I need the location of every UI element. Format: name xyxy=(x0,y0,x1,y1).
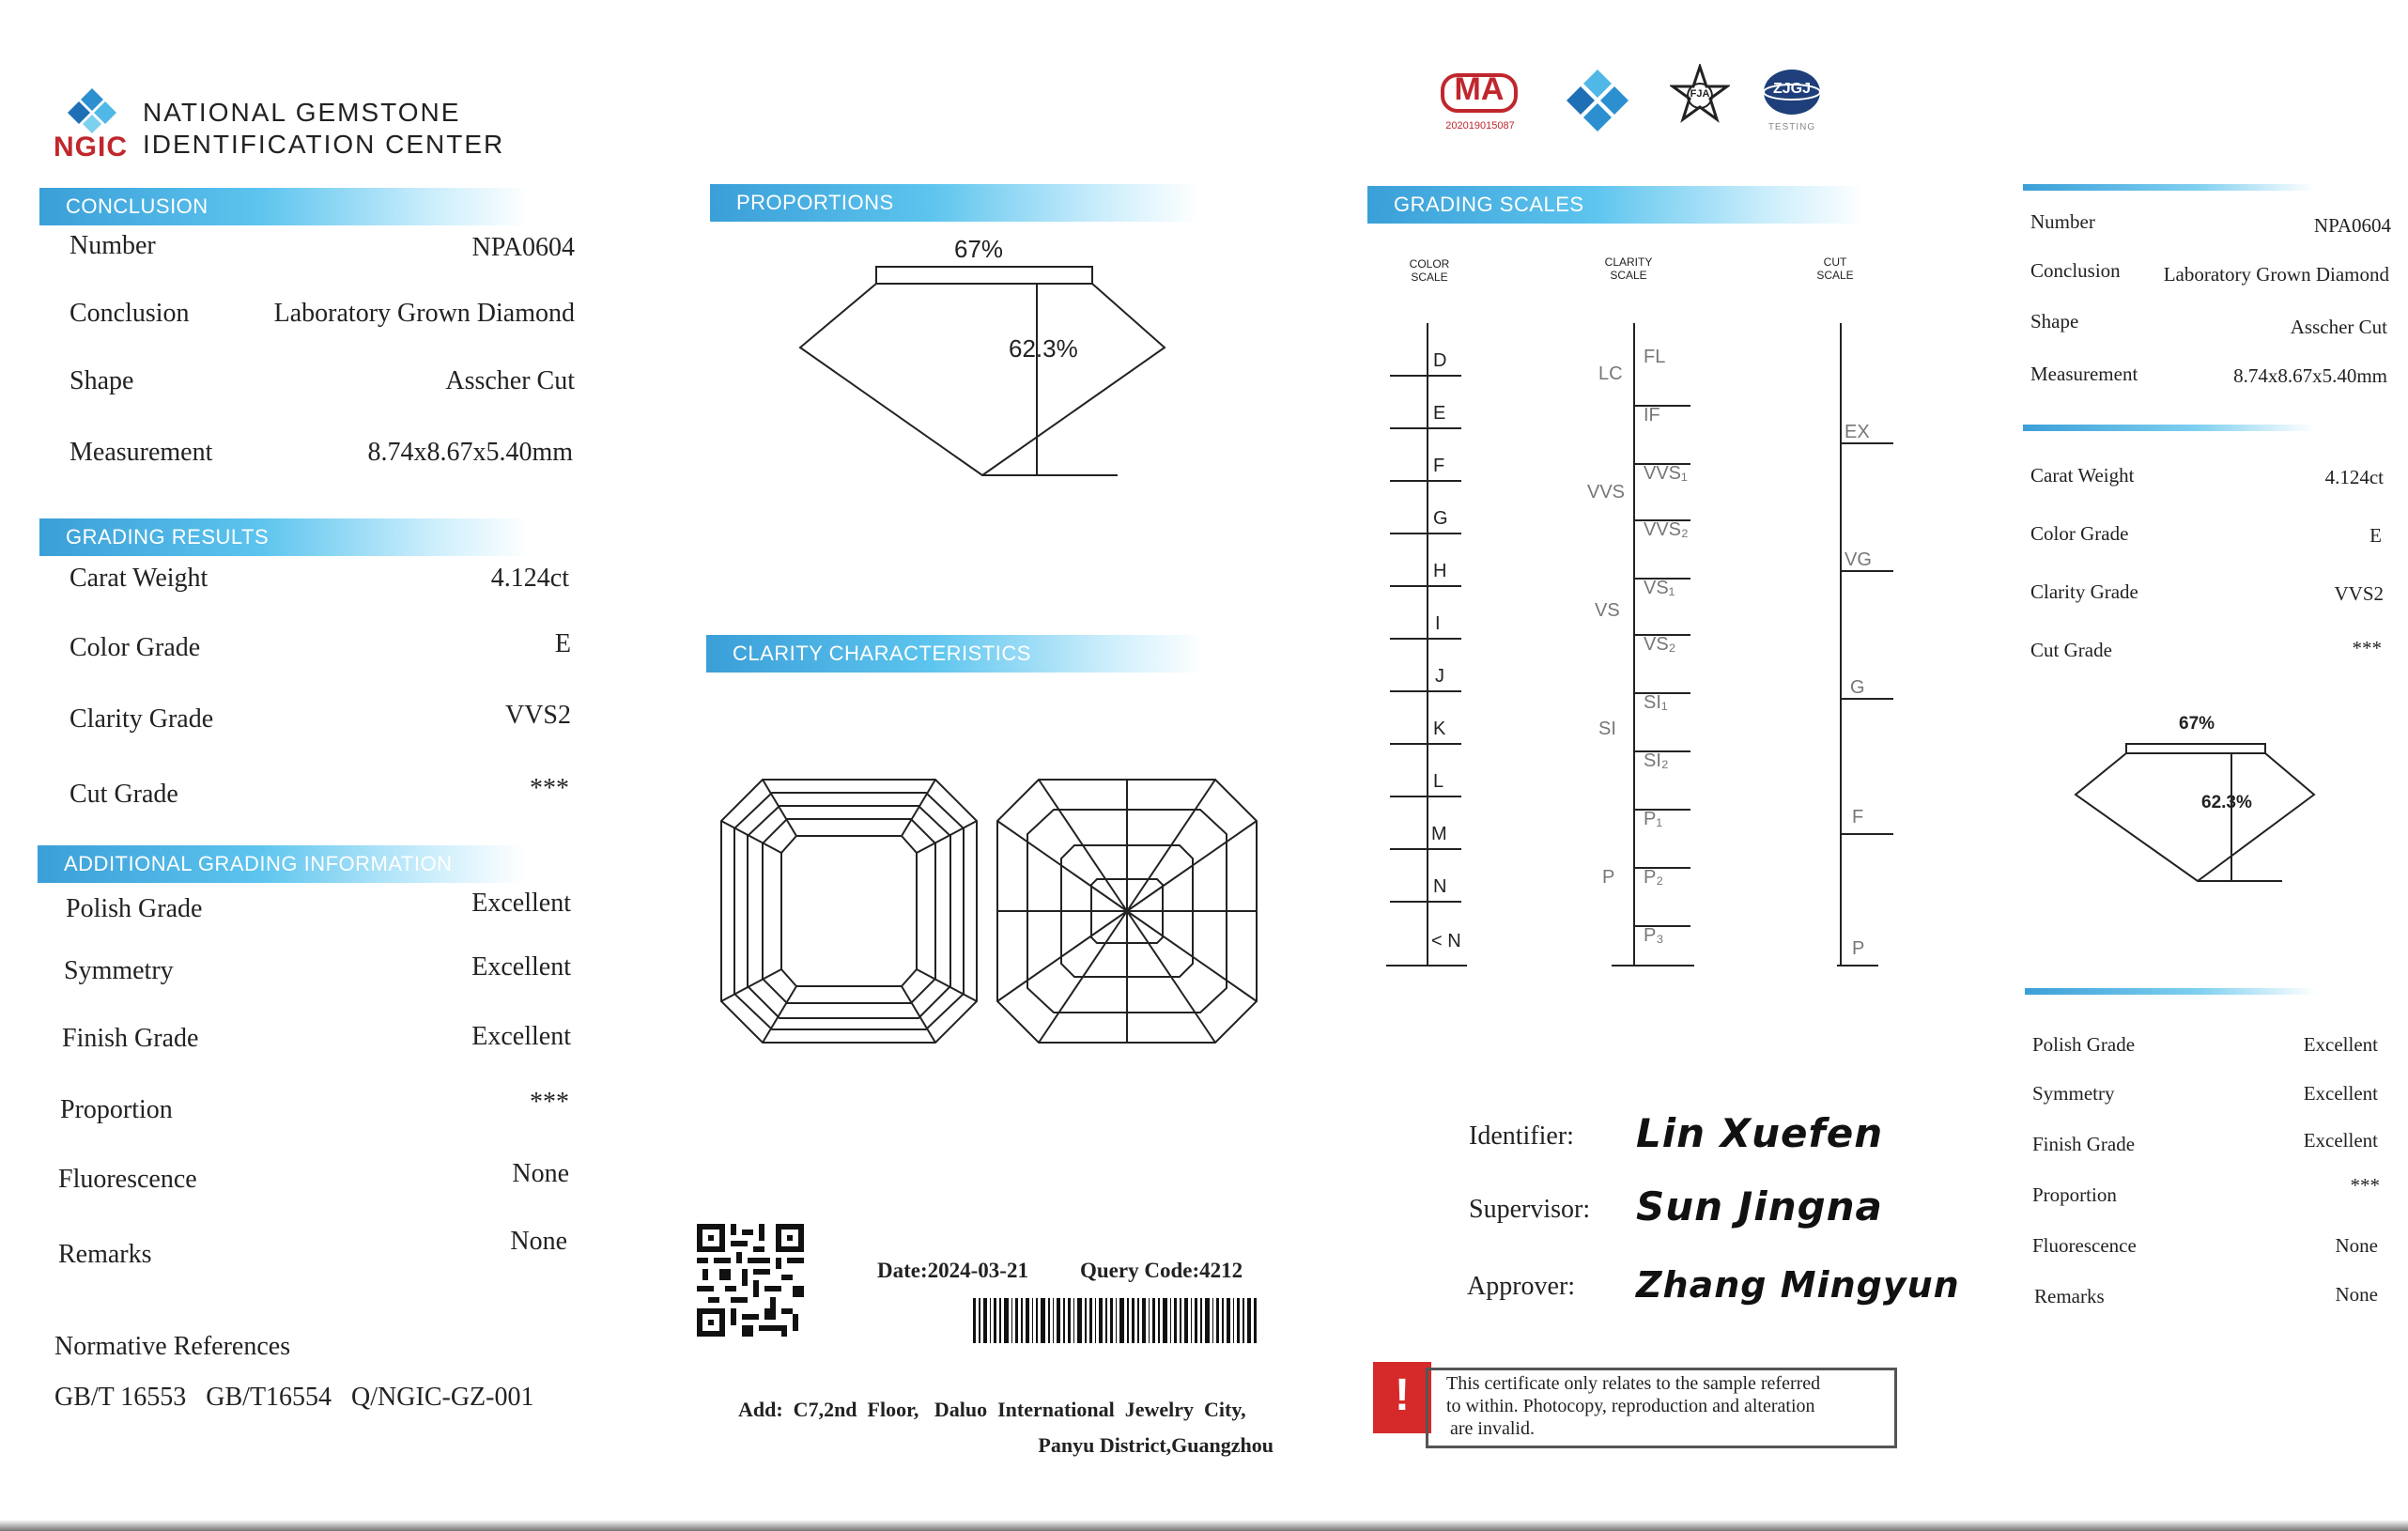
stub-number-value: NPA0604 xyxy=(2313,214,2391,237)
clarity-group-si: SI xyxy=(1598,719,1616,739)
grading-results-header: GRADING RESULTS xyxy=(39,518,528,556)
proportions-header: PROPORTIONS xyxy=(710,184,1198,222)
stub-shape-label: Shape xyxy=(2030,310,2079,332)
color-grade-n: N xyxy=(1433,876,1447,897)
depth-percentage: 62.3% xyxy=(1009,334,1078,363)
cut-grade-value: *** xyxy=(530,774,569,803)
address-line1: Add: C7,2nd Floor, Daluo International Jewelry City, xyxy=(738,1398,1246,1421)
conclusion-shape-value: Asscher Cut xyxy=(445,366,575,395)
supervisor-signature: Sun Jingna xyxy=(1636,1183,1883,1229)
clarity-group-lc: LC xyxy=(1598,363,1623,384)
clarity-grade-si1: SI₁ xyxy=(1644,692,1668,713)
color-grade-j: J xyxy=(1435,666,1444,687)
fluorescence-label: Fluorescence xyxy=(58,1165,197,1194)
cut-scale-heading-1: CUT xyxy=(1823,255,1847,269)
clarity-scale-heading-2: SCALE xyxy=(1610,269,1647,282)
clarity-grade-value: VVS2 xyxy=(504,701,571,730)
remarks-label: Remarks xyxy=(58,1240,152,1269)
stub-table-percentage: 67% xyxy=(2179,714,2215,734)
clarity-grade-vvs1: VVS₁ xyxy=(1644,463,1688,484)
stub-carat-value: 4.124ct xyxy=(2324,466,2384,488)
carat-weight-value: 4.124ct xyxy=(490,564,569,593)
clarity-scale-heading-1: CLARITY xyxy=(1604,255,1653,269)
stub-conclusion-label: Conclusion xyxy=(2030,259,2121,282)
identifier-signature: Lin Xuefen xyxy=(1636,1110,1884,1156)
clarity-grade-if: IF xyxy=(1644,405,1660,425)
stub-finish-value: Excellent xyxy=(2303,1129,2378,1152)
clarity-grade-p1: P₁ xyxy=(1644,809,1663,829)
conclusion-shape-label: Shape xyxy=(69,366,134,395)
stub-polish-value: Excellent xyxy=(2303,1033,2378,1056)
notice-line2: to within. Photocopy, reproduction and alteration xyxy=(1446,1396,1815,1416)
color-grade-e: E xyxy=(1433,403,1446,424)
stub-proportion-value: *** xyxy=(2350,1174,2380,1197)
stub-proportions-diagram xyxy=(2066,706,2329,894)
ma-number: 202019015087 xyxy=(1445,120,1515,131)
fja-label: FJA xyxy=(1690,88,1710,100)
stub-fluorescence-value: None xyxy=(2335,1234,2378,1257)
clarity-grade-fl: FL xyxy=(1644,347,1666,367)
color-scale-heading-2: SCALE xyxy=(1411,271,1448,284)
stub-polish-label: Polish Grade xyxy=(2032,1033,2136,1056)
grading-scales-header: GRADING SCALES xyxy=(1367,186,1865,224)
zjgj-label: ZJGJ xyxy=(1772,81,1811,97)
stub-measurement-label: Measurement xyxy=(2030,363,2138,385)
finish-grade-value: Excellent xyxy=(471,1022,571,1051)
color-grade-m: M xyxy=(1431,824,1447,844)
proportion-value: *** xyxy=(530,1088,569,1117)
stub-remarks-label: Remarks xyxy=(2034,1285,2105,1307)
stub-symmetry-value: Excellent xyxy=(2303,1082,2378,1105)
conclusion-measurement-value: 8.74x8.67x5.40mm xyxy=(367,438,573,467)
supervisor-label: Supervisor: xyxy=(1469,1195,1591,1224)
clarity-grade-p3: P₃ xyxy=(1644,925,1664,946)
clarity-scale xyxy=(1578,319,1700,977)
clarity-grade-p2: P₂ xyxy=(1644,867,1664,888)
symmetry-value: Excellent xyxy=(471,952,571,982)
clarity-grade-label: Clarity Grade xyxy=(69,704,214,734)
org-name-line2: IDENTIFICATION CENTER xyxy=(143,130,505,159)
color-grade-value: E xyxy=(554,629,571,658)
stub-remarks-value: None xyxy=(2335,1283,2378,1306)
clarity-group-vs: VS xyxy=(1595,600,1620,621)
color-grade-k: K xyxy=(1433,719,1446,739)
stub-number-label: Number xyxy=(2030,210,2095,233)
cut-grade-f: F xyxy=(1852,807,1864,827)
notice-line1: This certificate only relates to the sample referred xyxy=(1446,1373,1821,1394)
crown-view-diagram xyxy=(718,776,980,1048)
address-line2: Panyu District,Guangzhou xyxy=(1038,1433,1273,1457)
table-percentage: 67% xyxy=(954,235,1004,263)
clarity-characteristics-header: CLARITY CHARACTERISTICS xyxy=(706,635,1204,673)
color-grade-g: G xyxy=(1433,508,1448,529)
polish-grade-value: Excellent xyxy=(471,889,571,918)
stub-bar-1 xyxy=(2023,184,2314,191)
color-scale-heading-1: COLOR xyxy=(1409,257,1450,271)
stub-finish-label: Finish Grade xyxy=(2032,1133,2136,1155)
clarity-group-p: P xyxy=(1602,867,1615,888)
stub-clarity-label: Clarity Grade xyxy=(2030,580,2138,603)
qr-code xyxy=(697,1223,804,1338)
proportions-diagram xyxy=(780,225,1193,498)
clarity-grade-si2: SI₂ xyxy=(1644,750,1669,771)
stub-fluorescence-label: Fluorescence xyxy=(2032,1234,2137,1257)
approver-signature: Zhang Mingyun xyxy=(1636,1264,1960,1306)
cut-grade-p: P xyxy=(1852,938,1865,959)
conclusion-number-value: NPA0604 xyxy=(471,233,575,262)
stub-shape-value: Asscher Cut xyxy=(2290,316,2387,338)
fja-logo xyxy=(1670,64,1730,126)
color-grade-h: H xyxy=(1433,561,1447,581)
symmetry-label: Symmetry xyxy=(64,956,174,985)
clarity-grade-vs1: VS₁ xyxy=(1644,578,1675,598)
approver-label: Approver: xyxy=(1467,1272,1576,1301)
proportion-label: Proportion xyxy=(60,1095,173,1124)
clarity-group-vvs: VVS xyxy=(1587,482,1626,503)
stub-clarity-value: VVS2 xyxy=(2334,582,2384,605)
ma-accreditation-logo xyxy=(1437,70,1521,135)
color-scale xyxy=(1386,319,1490,977)
stub-conclusion-value: Laboratory Grown Diamond xyxy=(2163,263,2389,286)
cut-grade-label: Cut Grade xyxy=(69,780,178,809)
stub-cut-value: *** xyxy=(2352,637,2382,659)
conclusion-header: CONCLUSION xyxy=(39,188,528,225)
diamond-logo-icon xyxy=(1559,66,1636,131)
finish-grade-label: Finish Grade xyxy=(62,1024,199,1053)
conclusion-conclusion-value: Laboratory Grown Diamond xyxy=(273,299,575,328)
cut-scale xyxy=(1784,319,1897,977)
query-code: Query Code:4212 xyxy=(1080,1259,1243,1282)
testing-label: TESTING xyxy=(1767,122,1816,132)
page-bottom-edge xyxy=(0,1520,2408,1531)
color-grade-f: F xyxy=(1433,456,1445,476)
color-grade-d: D xyxy=(1433,350,1447,371)
stub-carat-label: Carat Weight xyxy=(2030,464,2135,487)
warning-icon: ! xyxy=(1395,1370,1410,1420)
org-name-line1: NATIONAL GEMSTONE xyxy=(143,98,461,127)
conclusion-conclusion-label: Conclusion xyxy=(69,299,190,328)
carat-weight-label: Carat Weight xyxy=(69,564,208,593)
clarity-grade-vs2: VS₂ xyxy=(1644,634,1676,655)
identifier-label: Identifier: xyxy=(1469,1121,1574,1151)
cut-scale-heading-2: SCALE xyxy=(1816,269,1854,282)
color-grade-label: Color Grade xyxy=(69,633,201,662)
stub-symmetry-label: Symmetry xyxy=(2032,1082,2115,1105)
ma-label: MA xyxy=(1454,71,1505,107)
normative-references-title: Normative References xyxy=(54,1332,291,1361)
conclusion-measurement-label: Measurement xyxy=(69,438,213,467)
stub-color-value: E xyxy=(2369,524,2382,547)
zjgj-logo xyxy=(1758,66,1826,137)
conclusion-number-label: Number xyxy=(69,231,156,260)
stub-cut-label: Cut Grade xyxy=(2030,639,2112,661)
color-grade-i: I xyxy=(1435,613,1441,634)
logo-text: NGIC xyxy=(54,131,128,162)
normative-references-list: GB/T 16553 GB/T16554 Q/NGIC-GZ-001 xyxy=(54,1383,534,1412)
fluorescence-value: None xyxy=(512,1159,569,1188)
cut-grade-vg: VG xyxy=(1845,549,1872,570)
polish-grade-label: Polish Grade xyxy=(66,894,203,923)
stub-bar-3 xyxy=(2025,988,2316,995)
barcode xyxy=(973,1298,1258,1343)
clarity-grade-vvs2: VVS₂ xyxy=(1644,519,1689,540)
stub-color-label: Color Grade xyxy=(2030,522,2129,545)
stub-measurement-value: 8.74x8.67x5.40mm xyxy=(2233,364,2387,387)
cut-grade-g: G xyxy=(1850,677,1865,698)
cut-grade-ex: EX xyxy=(1845,422,1870,442)
color-grade-l: L xyxy=(1433,771,1444,792)
additional-info-header: ADDITIONAL GRADING INFORMATION xyxy=(38,845,526,883)
notice-line3: are invalid. xyxy=(1450,1418,1535,1439)
color-grade-below-n: < N xyxy=(1431,931,1461,951)
stub-proportion-label: Proportion xyxy=(2032,1183,2117,1206)
stub-depth-percentage: 62.3% xyxy=(2201,793,2252,812)
certificate-date: Date:2024-03-21 xyxy=(877,1259,1028,1282)
stub-bar-2 xyxy=(2023,425,2314,431)
pavilion-view-diagram xyxy=(994,776,1260,1048)
remarks-value: None xyxy=(510,1227,567,1256)
